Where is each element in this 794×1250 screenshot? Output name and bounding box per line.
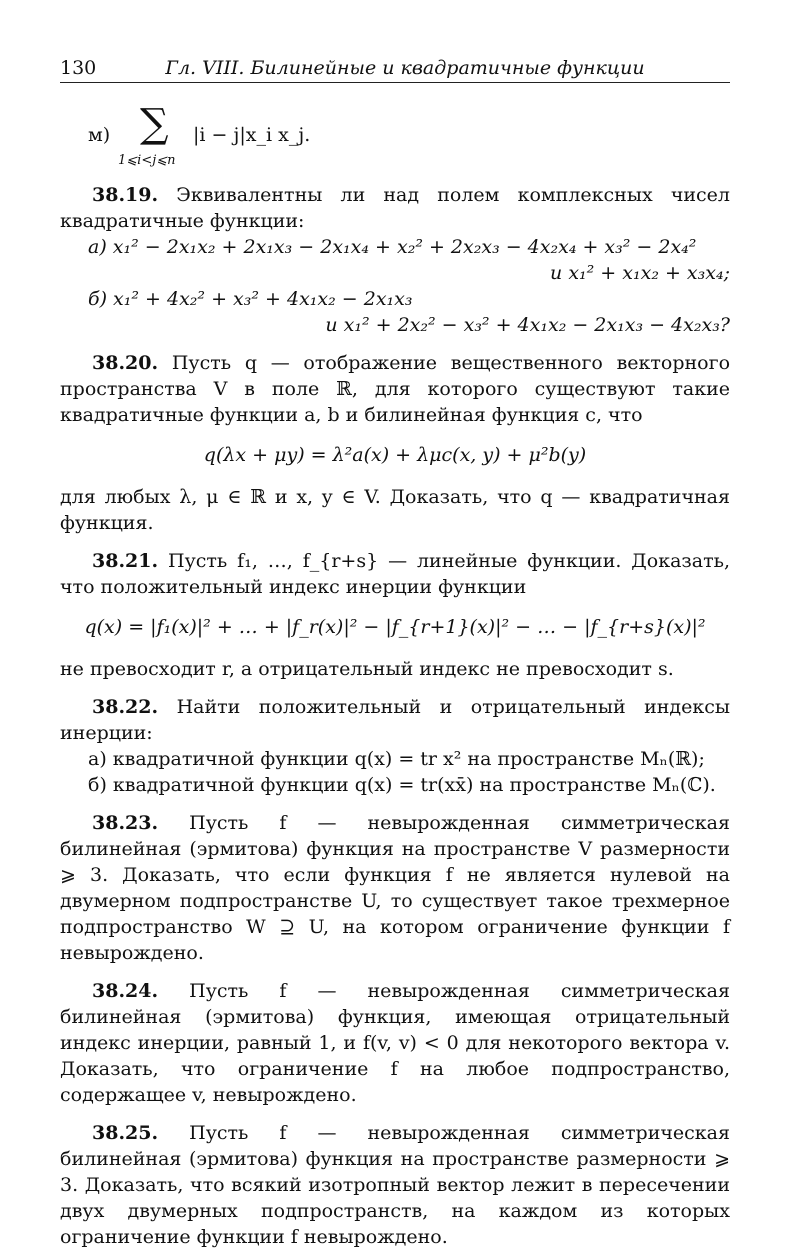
problem-number: 38.19. xyxy=(92,184,159,206)
problem-38-19-a-line2 xyxy=(60,260,730,286)
problem-38-19-a-line1 xyxy=(60,234,730,260)
formula-38-21: q(x) = |f₁(x)|² + … + |f_r(x)|² − |f_{r+1}(x)|² − … − |f_{r+s}(x)|² xyxy=(84,616,706,638)
problem-38-22-b xyxy=(60,772,730,798)
formula-a-left: а) x₁² − 2x₁x₂ + 2x₁x₃ − 2x₁x₄ + x₂² + 2x₂x₃ − 4x₂x₄ + x₃² − 2x₄² xyxy=(88,236,697,258)
problem-38-24 xyxy=(60,978,730,1108)
problem-number: 38.23. xyxy=(92,812,159,834)
problem-number: 38.22. xyxy=(92,696,159,718)
formula-b-right: и x₁² + 2x₂² − x₃² + 4x₁x₂ − 2x₁x₃ − 4x₂x₃? xyxy=(325,314,730,336)
problem-number: 38.21. xyxy=(92,550,159,572)
problem-38-25 xyxy=(60,1120,730,1250)
problem-text: Эквивалентны ли над полем комплексных чисел квадратичные функции: xyxy=(60,184,730,232)
problem-number: 38.25. xyxy=(92,1122,159,1144)
problem-text: Пусть f — невырожденная симметрическая билинейная (эрмитова) функция на пространстве размерности ⩾ 3. Доказать, что всякий изотропный вектор лежит в пересечении двух двумерных подпространств, на каждом из которых ограничение функции f невырождено. xyxy=(60,1122,730,1248)
problem-38-20-after: для любых λ, μ ∈ ℝ и x, y ∈ V. Доказать, что q — квадратичная функция. xyxy=(60,486,730,534)
problem-text: Пусть q — отображение вещественного векторного пространства V в поле ℝ, для которого существуют такие квадратичные функции a, b и билинейная функция c, что xyxy=(60,352,731,426)
problem-38-22-a xyxy=(60,746,730,772)
header-rule xyxy=(60,82,730,83)
problem-38-22 xyxy=(60,694,730,746)
formula-38-20: q(λx + μy) = λ²a(x) + λμc(x, y) + μ²b(y) xyxy=(203,444,587,466)
problem-number: 38.24. xyxy=(92,980,159,1002)
item-a: а) квадратичной функции q(x) = tr x² на пространстве Mₙ(ℝ); xyxy=(88,748,705,770)
item-m-label: м) xyxy=(88,124,111,146)
problem-text: Пусть f₁, …, f_{r+s} — линейные функции. Доказать, что положительный индекс инерции функции xyxy=(60,550,730,598)
item-b: б) квадратичной функции q(x) = tr(xx̄) на пространстве Mₙ(ℂ). xyxy=(88,774,716,796)
problem-38-19 xyxy=(60,182,730,234)
problem-text: Найти положительный и отрицательный индексы инерции: xyxy=(60,696,730,744)
problem-38-23 xyxy=(60,810,730,966)
problem-38-21-after: не превосходит r, а отрицательный индекс не превосходит s. xyxy=(60,658,674,680)
problem-38-20 xyxy=(60,350,730,428)
problem-number: 38.20. xyxy=(92,352,159,374)
page-content xyxy=(60,101,731,1250)
item-m xyxy=(60,101,730,170)
problem-38-21 xyxy=(60,548,730,600)
problem-38-19-b-line2 xyxy=(60,312,730,338)
problem-text: Пусть f — невырожденная симметрическая билинейная (эрмитова) функция, имеющая отрицательный индекс инерции, равный 1, и f(v, v) < 0 для некоторого вектора v. Доказать, что ограничение f на любое подпространство, содержащее v, невырождено. xyxy=(60,980,730,1106)
problem-text: Пусть f — невырожденная симметрическая билинейная (эрмитова) функция на пространстве V размерности ⩾ 3. Доказать, что если функция f не является нулевой на двумерном подпространстве U, то существует такое трехмерное подпространство W ⊇ U, на котором ограничение функции f невырождено. xyxy=(60,812,730,964)
problem-38-19-b-line1 xyxy=(60,286,730,312)
sum-sign: ∑ xyxy=(140,101,169,147)
sum-term: |i − j|x_i x_j. xyxy=(193,124,311,146)
page-header xyxy=(60,55,730,81)
formula-a-right: и x₁² + x₁x₂ + x₃x₄; xyxy=(550,262,730,284)
chapter-title: Гл. VIII. Билинейные и квадратичные функции xyxy=(165,57,645,79)
page-number: 130 xyxy=(60,57,97,79)
sum-range: 1⩽i<j⩽n xyxy=(118,153,176,168)
formula-b-left: б) x₁² + 4x₂² + x₃² + 4x₁x₂ − 2x₁x₃ xyxy=(88,288,413,310)
